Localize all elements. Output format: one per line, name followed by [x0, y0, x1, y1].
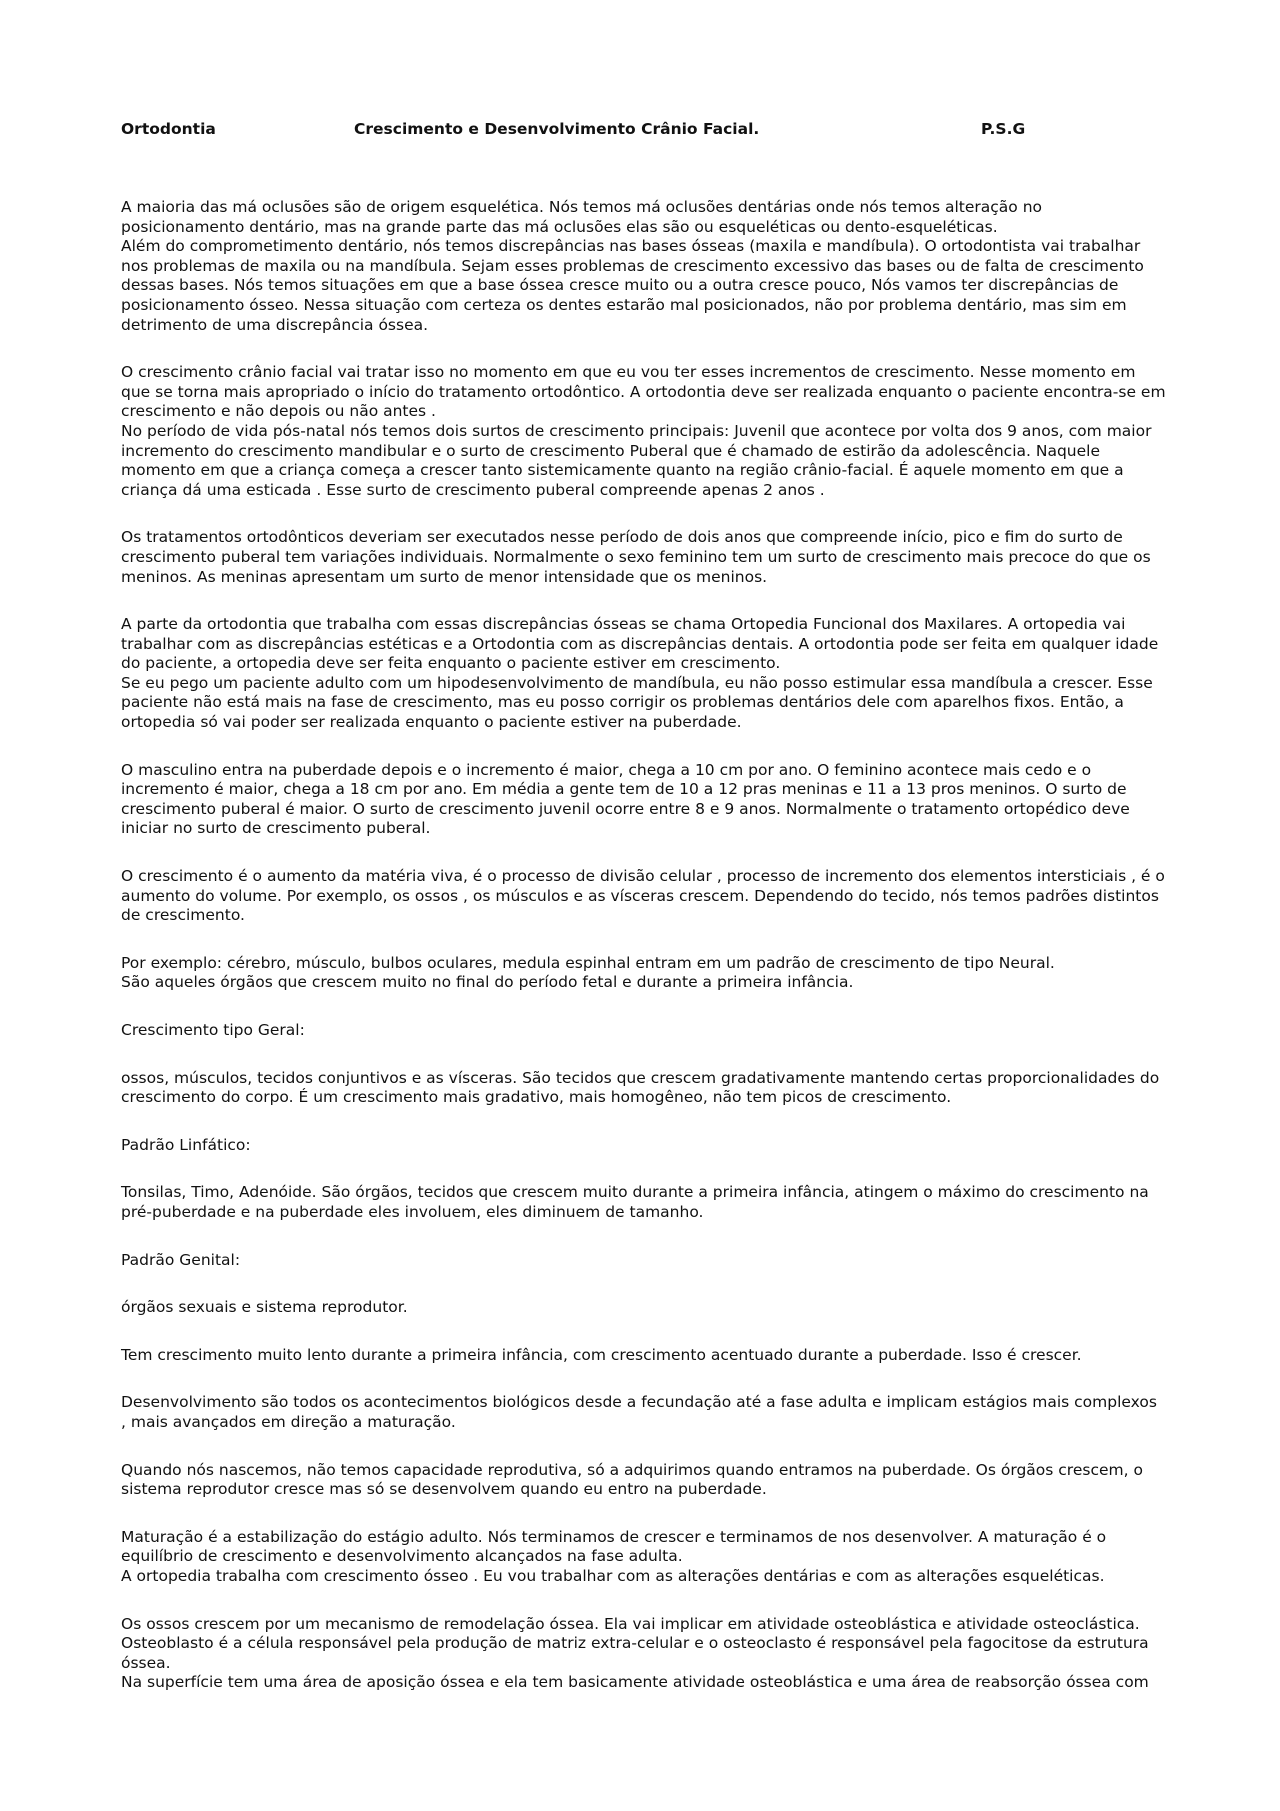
paragraph-line: A maioria das má oclusões são de origem esquelética. Nós temos má oclusões dentárias onde nós temos alteração no posicionamento dentário, mas na grande parte das má oclusões elas são ou esqueléticas ou dento-esqueléticas. — [121, 198, 1043, 236]
paragraph — [121, 1069, 1166, 1108]
paragraph-line: Maturação é a estabilização do estágio adulto. Nós terminamos de crescer e terminamos de nos desenvolver. A maturação é o equilíbrio de crescimento e desenvolvimento alcançados na fase adulta. — [121, 1527, 1107, 1566]
section-heading — [121, 1251, 1166, 1271]
paragraph-line: Na superfície tem uma área de aposição óssea e ela tem basicamente atividade osteoblástica e uma área de reabsorção óssea com — [121, 1673, 1149, 1692]
paragraph-line: Tem crescimento muito lento durante a primeira infância, com crescimento acentuado durante a puberdade. Isso é crescer. — [121, 1345, 1082, 1364]
heading-text: Crescimento tipo Geral: — [121, 1021, 305, 1039]
paragraph — [121, 528, 1166, 587]
header-subject: Ortodontia — [121, 120, 216, 138]
paragraph — [121, 1183, 1166, 1222]
header-title: Crescimento e Desenvolvimento Crânio Facial. — [354, 120, 760, 138]
paragraph-line: Os ossos crescem por um mecanismo de remodelação óssea. Ela vai implicar em atividade osteoblástica e atividade osteoclástica. Osteoblasto é a célula responsável pela produção de matriz extra-celular e o osteoclasto é responsável pela fagocitose da estrutura óssea. — [121, 1614, 1149, 1672]
paragraph — [121, 615, 1166, 733]
section-heading — [121, 1136, 1166, 1156]
paragraph — [121, 867, 1166, 926]
paragraph-line: O crescimento é o aumento da matéria viva, é o processo de divisão celular , processo de incremento dos elementos intersticiais , é o aumento do volume. Por exemplo, os ossos , os músculos e as vísceras crescem. Dependendo do tecido, nós temos padrões distintos de crescimento. — [121, 867, 1165, 925]
heading-text: Padrão Linfático: — [121, 1135, 251, 1154]
paragraph — [121, 954, 1166, 993]
paragraph-line: A parte da ortodontia que trabalha com essas discrepâncias ósseas se chama Ortopedia Funcional dos Maxilares. A ortopedia vai trabalhar com as discrepâncias estéticas e a Ortodontia com as discrepâncias dentais. A ortodontia pode ser feita em qualquer idade do paciente, a ortopedia deve ser feita enquanto o paciente estiver em crescimento. — [121, 615, 1159, 673]
paragraph — [121, 1528, 1166, 1587]
paragraph — [121, 1298, 1166, 1318]
paragraph-line: Os tratamentos ortodônticos deveriam ser executados nesse período de dois anos que compreende início, pico e fim do surto de crescimento puberal tem variações individuais. Normalmente o sexo feminino tem um surto de crescimento mais precoce do que os meninos. As meninas apresentam um surto de menor intensidade que os meninos. — [121, 528, 1151, 586]
paragraph-line: Quando nós nascemos, não temos capacidade reprodutiva, só a adquirimos quando entramos na puberdade. Os órgãos crescem, o sistema reprodutor cresce mas só se desenvolvem quando eu entro na puberdade. — [121, 1460, 1143, 1499]
paragraph-line: ossos, músculos, tecidos conjuntivos e as vísceras. São tecidos que crescem gradativamente mantendo certas proporcionalidades do crescimento do corpo. É um crescimento mais gradativo, mais homogêneo, não tem picos de crescimento. — [121, 1068, 1160, 1107]
paragraph — [121, 1615, 1166, 1693]
paragraph-line: Desenvolvimento são todos os acontecimentos biológicos desde a fecundação até a fase adulta e implicam estágios mais complexos , mais avançados em direção a maturação. — [121, 1393, 1157, 1431]
paragraph-line: Tonsilas, Timo, Adenóide. São órgãos, tecidos que crescem muito durante a primeira infância, atingem o máximo do crescimento na pré-puberdade e na puberdade eles involuem, eles diminuem de tamanho. — [121, 1183, 1149, 1221]
paragraph-line: Além do comprometimento dentário, nós temos discrepâncias nas bases ósseas (maxila e mandíbula). O ortodontista vai trabalhar nos problemas de maxila ou na mandíbula. Sejam esses problemas de crescimento excessivo das bases ou de falta de crescimento dessas bases. Nós temos situações em que a base óssea cresce muito ou a outra cresce pouco, Nós vamos ter discrepâncias de posicionamento ósseo. Nessa situação com certeza os dentes estarão mal posicionados, não por problema dentário, mas sim em detrimento de uma discrepância óssea. — [121, 237, 1144, 334]
paragraph-line: Por exemplo: cérebro, músculo, bulbos oculares, medula espinhal entram em um padrão de crescimento de tipo Neural. — [121, 953, 1055, 972]
paragraph — [121, 761, 1166, 839]
paragraph-line: São aqueles órgãos que crescem muito no final do período fetal e durante a primeira infância. — [121, 973, 854, 992]
paragraph-line: órgãos sexuais e sistema reprodutor. — [121, 1298, 408, 1317]
paragraph — [121, 363, 1166, 500]
paragraph-line: O crescimento crânio facial vai tratar isso no momento em que eu vou ter esses incrementos de crescimento. Nesse momento em que se torna mais apropriado o início do tratamento ortodôntico. A ortodontia deve ser realizada enquanto o paciente encontra-se em crescimento e não depois ou não antes . — [121, 363, 1166, 421]
heading-text: Padrão Genital: — [121, 1250, 241, 1269]
paragraph-line: O masculino entra na puberdade depois e o incremento é maior, chega a 10 cm por ano. O feminino acontece mais cedo e o incremento é maior, chega a 18 cm por ano. Em média a gente tem de 10 a 12 pras meninas e 11 a 13 pros meninos. O surto de crescimento puberal é maior. O surto de crescimento juvenil ocorre entre 8 e 9 anos. Normalmente o tratamento ortopédico deve iniciar no surto de crescimento puberal. — [121, 760, 1130, 838]
page-header — [121, 120, 1161, 142]
paragraph-line: A ortopedia trabalha com crescimento ósseo . Eu vou trabalhar com as alterações dentárias e com as alterações esqueléticas. — [121, 1566, 1105, 1585]
document-body — [121, 198, 1166, 1721]
paragraph — [121, 1393, 1166, 1432]
paragraph — [121, 198, 1166, 335]
paragraph — [121, 1461, 1166, 1500]
header-initials: P.S.G — [981, 120, 1026, 138]
section-heading — [121, 1021, 1166, 1041]
paragraph-line: Se eu pego um paciente adulto com um hipodesenvolvimento de mandíbula, eu não posso estimular essa mandíbula a crescer. Esse paciente não está mais na fase de crescimento, mas eu posso corrigir os problemas dentários dele com aparelhos fixos. Então, a ortopedia só vai poder ser realizada enquanto o paciente estiver na puberdade. — [121, 673, 1153, 732]
paragraph — [121, 1346, 1166, 1366]
paragraph-line: No período de vida pós-natal nós temos dois surtos de crescimento principais: Juvenil que acontece por volta dos 9 anos, com maior incremento do crescimento mandibular e o surto de crescimento Puberal que é chamado de estirão da adolescência. Naquele momento em que a criança começa a crescer tanto sistemicamente quanto na região crânio-facial. É aquele momento em que a criança dá uma esticada . Esse surto de crescimento puberal compreende apenas 2 anos . — [121, 421, 1152, 499]
